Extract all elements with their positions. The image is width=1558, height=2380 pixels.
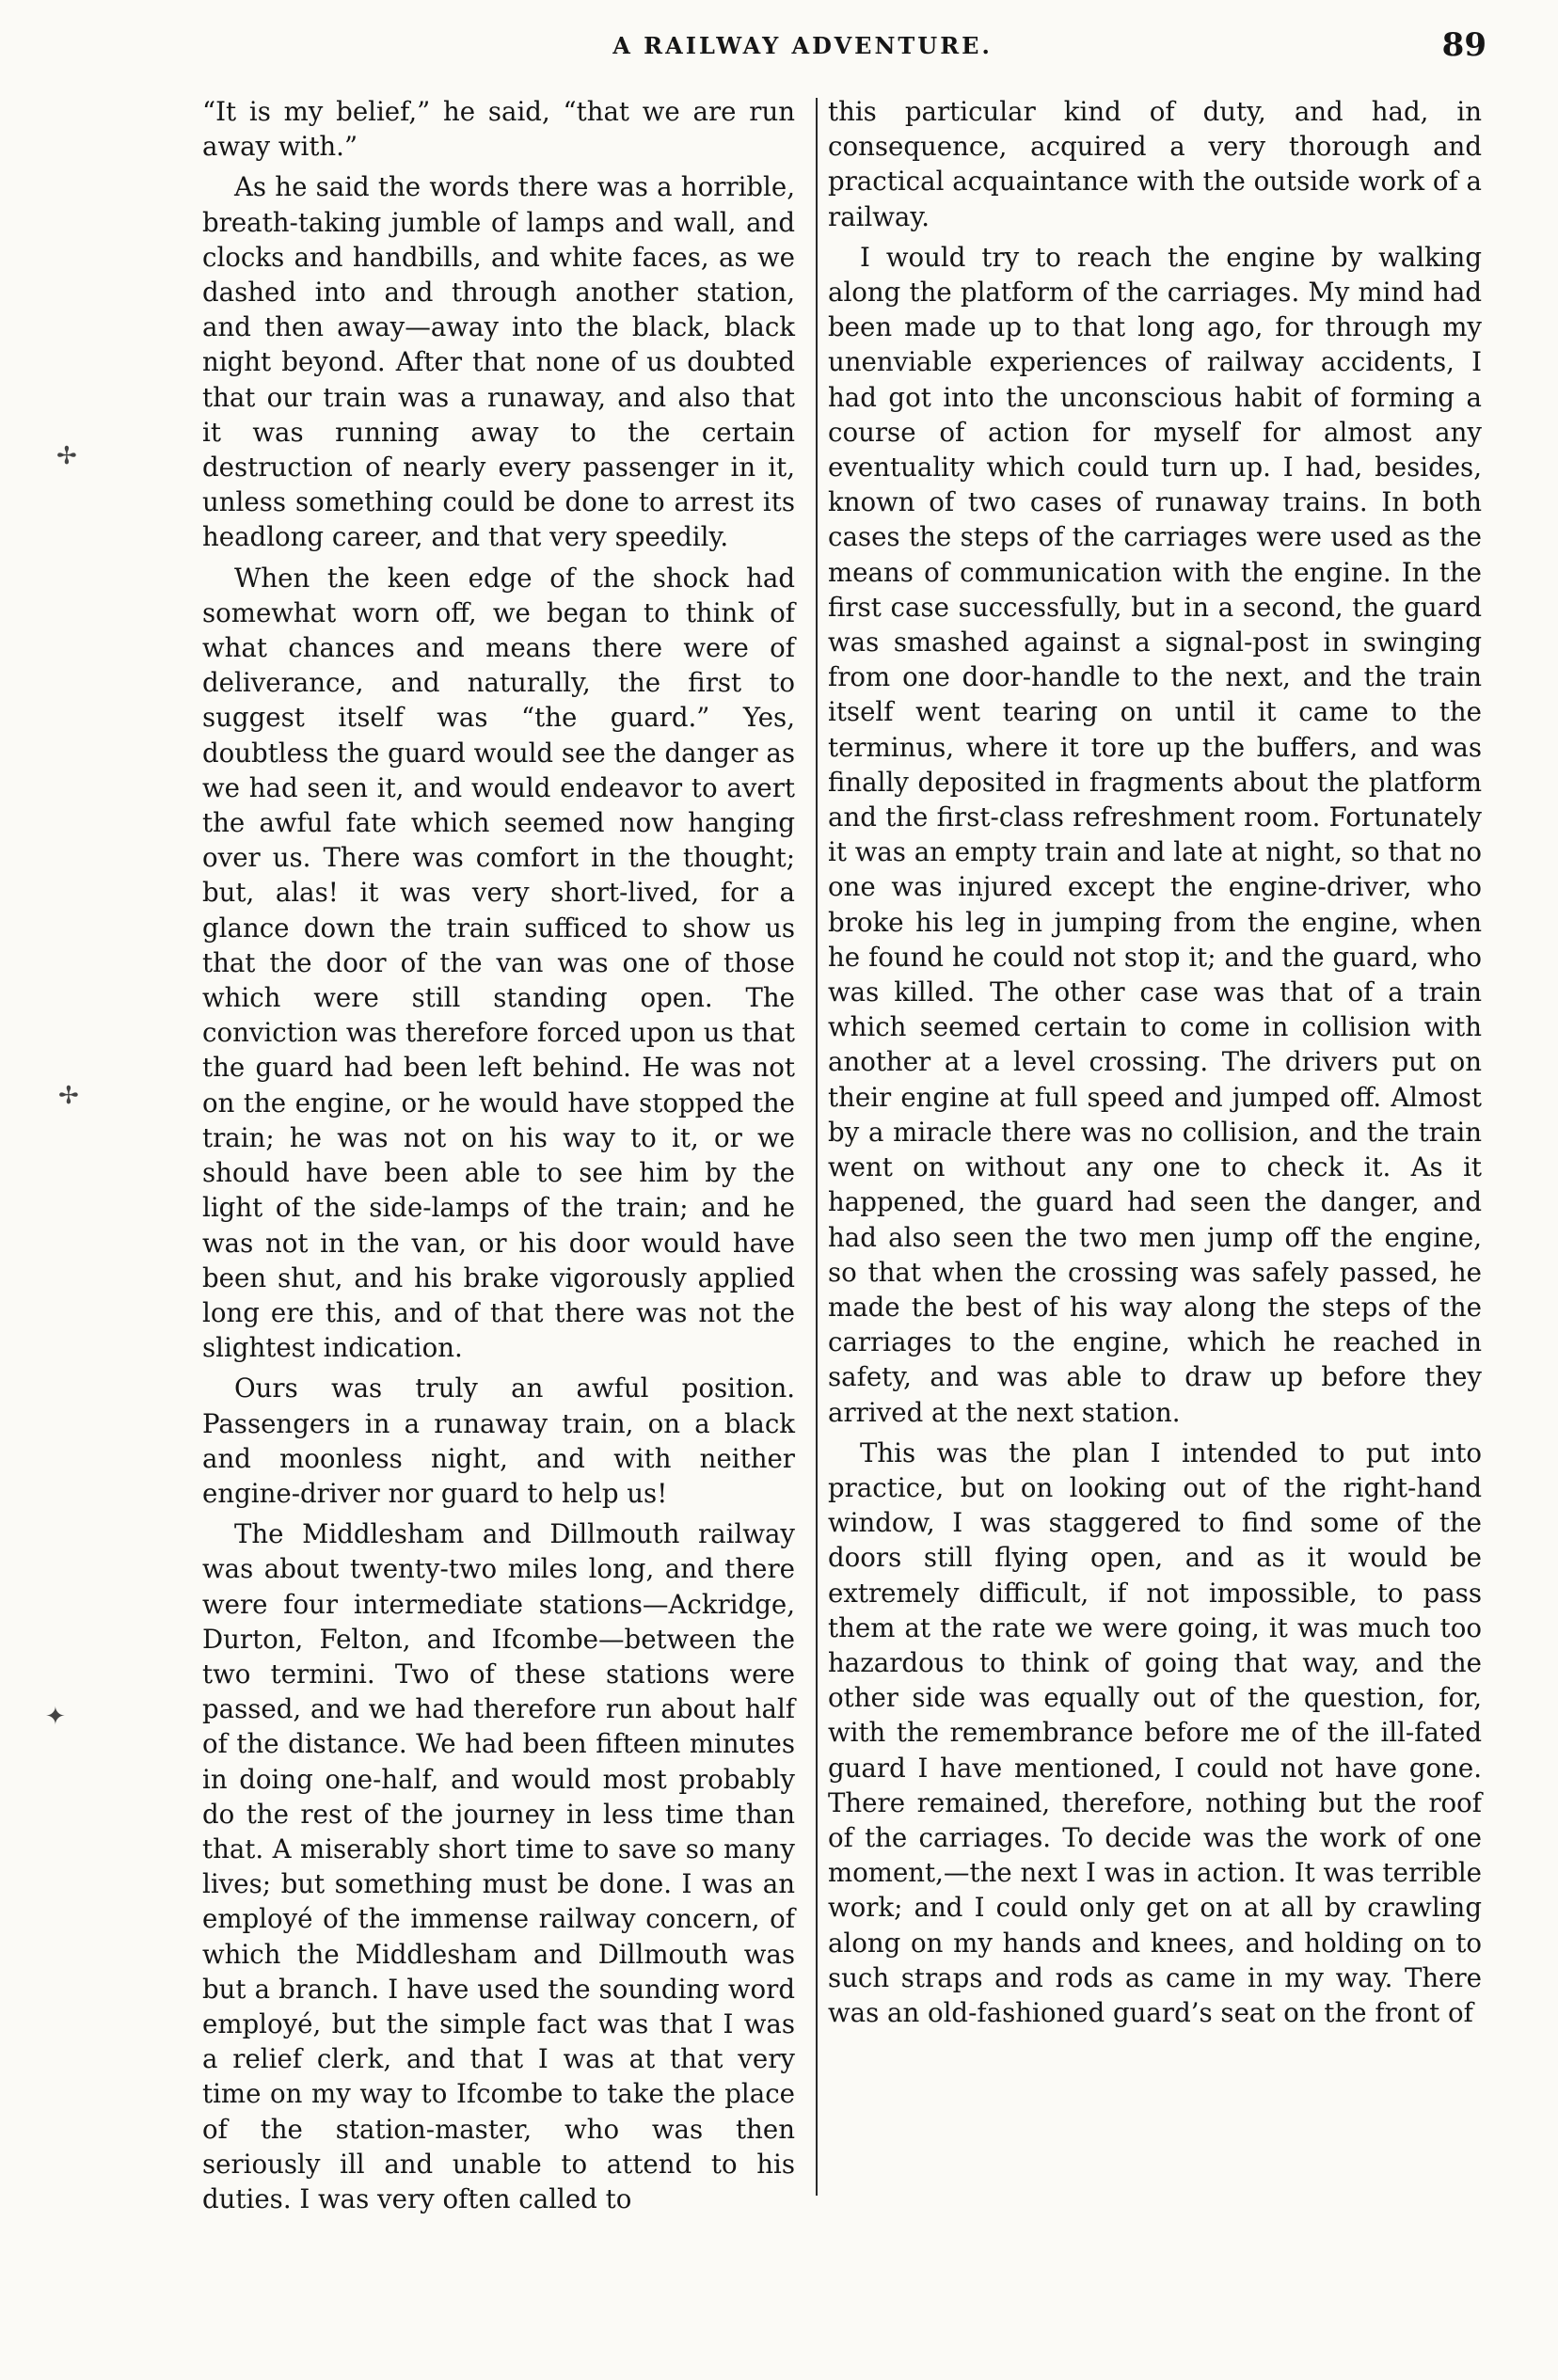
- paragraph: The Middlesham and Dillmouth railway was about twenty-two miles long, and there were four intermediate stations—Ackridge, Durton, Felton, and Ifcombe—between the two termini. Two of these stations were passed, and we had therefore run about half of the distance. We had been fifteen minutes in doing one-half, and would most probably do the rest of the journey in less time than that. A miserably short time to save so many lives; but something must be done. I was an employé of the immense railway concern, of which the Middlesham and Dillmouth was but a branch. I have used the sounding word employé, but the simple fact was that I was a relief clerk, and that I was at that very time on my way to Ifcombe to take the place of the station-master, who was then seriously ill and unable to attend to his duties. I was very often called to: [202, 1518, 795, 2214]
- paragraph: I would try to reach the engine by walking along the platform of the carriages. My mind had been made up to that long ago, for through my unenviable experiences of railway accidents, I had got into the unconscious habit of forming a course of action for myself for almost any eventuality which could turn up. I had, besides, known of two cases of runaway trains. In both cases the steps of the carriages were used as the means of communication with the engine. In the first case successfully, but in a second, the guard was smashed against a signal-post in swinging from one door-handle to the next, and the train itself went tearing on until it came to the terminus, where it tore up the buffers, and was finally deposited in fragments about the platform and the first-class refreshment room. Fortunately it was an empty train and late at night, so that no one was injured except the engine-driver, who broke his leg in jumping from the engine, when he found he could not stop it; and the guard, who was killed. The other case was that of a train which seemed certain to come in collision with another at a level crossing. The drivers put on their engine at full speed and jumped off. Almost by a miracle there was no collision, and the train went on without any one to check it. As it happened, the guard had seen the danger, and had also seen the two men jump off the engine, so that when the crossing was safely passed, he made the best of his way along the steps of the carriages to the engine, which he reached in safety, and was able to draw up before they arrived at the next station.: [828, 241, 1482, 1428]
- paragraph: As he said the words there was a horrible, breath-taking jumble of lamps and wall, and clocks and handbills, and white faces, as we dashed into and through another station, and then away—away into the black, black night beyond. After that none of us doubted that our train was a runaway, and also that it was running away to the certain destruction of nearly every passenger in it, unless something could be done to arrest its headlong career, and that very speedily.: [202, 171, 795, 553]
- right-column: [828, 94, 1482, 2036]
- running-title: A RAILWAY ADVENTURE.: [612, 32, 993, 59]
- margin-mark: ✦: [45, 1703, 66, 1731]
- left-column: [202, 94, 795, 2222]
- paragraph: Ours was truly an awful position. Passengers in a runaway train, on a black and moonless night, and with neither engine-driver nor guard to help us!: [202, 1372, 795, 1509]
- margin-mark: ✢: [56, 442, 77, 470]
- paragraph: “It is my belief,” he said, “that we are run away with.”: [202, 96, 795, 163]
- margin-mark: ✢: [58, 1082, 79, 1110]
- paragraph: This was the plan I intended to put into practice, but on looking out of the right-hand window, I was staggered to find some of the doors still flying open, and as it would be extremely difficult, if not impossible, to pass them at the rate we were going, it was much too hazardous to think of going that way, and the other side was equally out of the question, for, with the remembrance before me of the ill-fated guard I have mentioned, I could not have gone. There remained, therefore, nothing but the roof of the carriages. To decide was the work of one moment,—the next I was in action. It was terrible work; and I could only get on at all by crawling along on my hands and knees, and holding on to such straps and rods as came in my way. There was an old-fashioned guard’s seat on the front of: [828, 1436, 1482, 2028]
- paragraph: When the keen edge of the shock had somewhat worn off, we began to think of what chances and means there were of deliverance, and naturally, the first to suggest itself was “the guard.” Yes, doubtless the guard would see the danger as we had seen it, and would endeavor to avert the awful fate which seemed now hanging over us. There was comfort in the thought; but, alas! it was very short-lived, for a glance down the train sufficed to show us that the door of the van was one of those which were still standing open. The conviction was therefore forced upon us that the guard had been left behind. He was not on the engine, or he would have stopped the train; he was not on his way to it, or we should have been able to see him by the light of the side-lamps of the train; and he was not in the van, or his door would have been shut, and his brake vigorously applied long ere this, and of that there was not the slightest indication.: [202, 562, 795, 1364]
- column-rule: [816, 98, 818, 2196]
- paragraph: this particular kind of duty, and had, in consequence, acquired a very thorough and practical acquaintance with the outside work of a railway.: [828, 96, 1482, 232]
- page-number: 89: [1441, 26, 1486, 64]
- running-head: [113, 26, 1492, 70]
